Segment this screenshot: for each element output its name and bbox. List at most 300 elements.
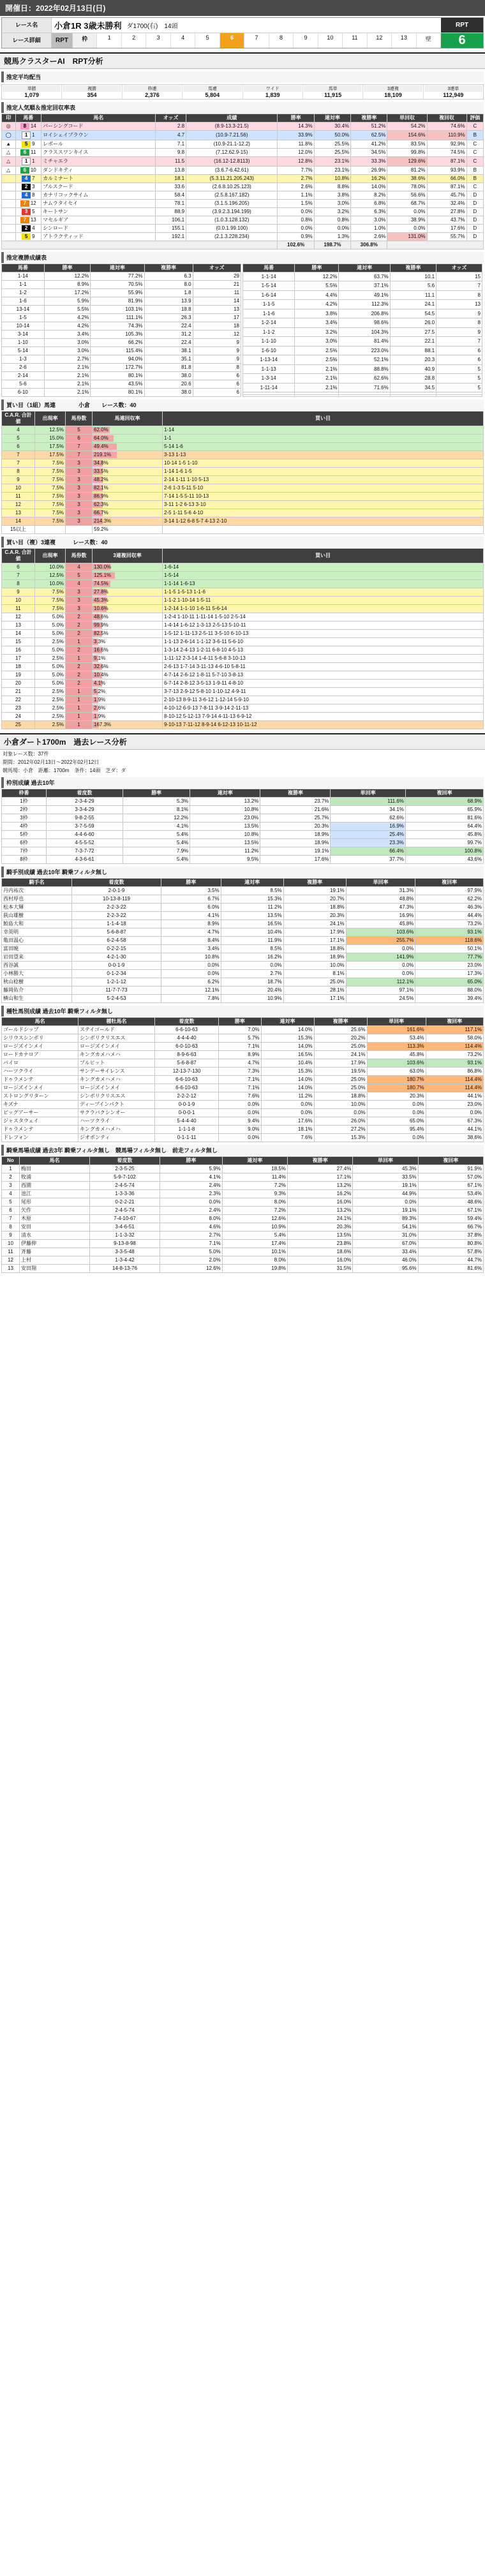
table-row[interactable] xyxy=(2,823,484,831)
frame-color-chip: 6 xyxy=(20,167,29,174)
th-f-fuku: 複勝率 xyxy=(144,264,193,272)
cell-7: 66.7% xyxy=(418,1223,483,1232)
cell-4: 20.3% xyxy=(283,912,346,920)
table-row[interactable] xyxy=(2,476,484,484)
cell-3: 11.2% xyxy=(190,847,260,856)
return-bar xyxy=(93,563,163,572)
table-row[interactable] xyxy=(2,856,484,864)
table-row[interactable] xyxy=(2,588,484,597)
cell-1: 安田 xyxy=(20,1223,90,1232)
strip-cell-5[interactable]: 5 xyxy=(195,33,220,48)
cell-3: 2.0% xyxy=(160,1256,223,1265)
table-row[interactable] xyxy=(243,383,482,392)
table-row[interactable] xyxy=(2,1026,484,1034)
cell-7: 59.4% xyxy=(418,1215,483,1223)
table-row[interactable] xyxy=(2,1215,484,1223)
cell-6: 62.2% xyxy=(415,895,484,904)
cell-1: 2-3-4-29 xyxy=(47,798,123,806)
ai-record: (8.9-13.3-21.5) xyxy=(186,123,278,131)
count: 21 xyxy=(193,281,241,289)
table-row[interactable] xyxy=(2,680,484,688)
table-row[interactable] xyxy=(2,306,241,314)
table-row[interactable] xyxy=(2,1198,484,1207)
table-row[interactable] xyxy=(243,309,482,318)
table-row[interactable] xyxy=(2,1265,484,1273)
fukusho-wrapper xyxy=(1,264,484,397)
table-row[interactable] xyxy=(243,374,482,383)
th-renrate: 連対率 xyxy=(314,114,350,123)
table-row[interactable] xyxy=(2,272,241,281)
odds: 22.4 xyxy=(144,339,193,347)
table-row[interactable] xyxy=(2,157,484,167)
ai-win-rate: 0.0% xyxy=(278,225,314,233)
past-sub1: 対象レース数：37件 xyxy=(3,751,49,757)
table-row[interactable] xyxy=(2,493,484,501)
strip-cell-12[interactable]: 12 xyxy=(368,33,392,48)
return-value: 66.7% xyxy=(94,510,108,516)
table-row[interactable] xyxy=(2,904,484,912)
ai-odds: 4.7 xyxy=(156,131,186,140)
table-row[interactable] xyxy=(2,986,484,995)
table-row[interactable] xyxy=(2,175,484,183)
odds: 40.9 xyxy=(390,364,436,373)
table-row[interactable] xyxy=(2,1084,484,1092)
cell-6: 45.8% xyxy=(367,1051,426,1059)
buy-combos: 10-14 1-5 1-10 xyxy=(163,459,484,468)
return-bar xyxy=(93,435,163,443)
table-row[interactable] xyxy=(2,912,484,920)
ticket-count: 1 xyxy=(66,704,93,713)
car-value: 11 xyxy=(2,605,35,613)
table-row[interactable] xyxy=(2,389,241,397)
th-b-2: 着度数 xyxy=(90,1157,160,1165)
table-row[interactable] xyxy=(2,613,484,622)
th-w-0: 枠番 xyxy=(2,789,47,798)
cell-5: 0.0% xyxy=(346,962,415,970)
strip-cell-14[interactable]: 壁 xyxy=(417,33,441,48)
table-row[interactable] xyxy=(2,806,484,814)
table-row[interactable] xyxy=(2,509,484,517)
cell-7: 23.0% xyxy=(426,1101,483,1109)
return-bar xyxy=(93,630,163,638)
odds: 24.1 xyxy=(390,300,436,309)
table-row[interactable] xyxy=(2,597,484,605)
table-row[interactable] xyxy=(2,355,241,364)
table-row[interactable] xyxy=(2,704,484,713)
table-row[interactable] xyxy=(2,572,484,580)
table-row[interactable] xyxy=(2,1232,484,1240)
table-row[interactable] xyxy=(243,364,482,373)
return-value: 10.4% xyxy=(94,672,108,678)
table-row[interactable] xyxy=(2,671,484,680)
cell-0: キズナ xyxy=(2,1101,78,1109)
ai-fuku-rate: 14.0% xyxy=(351,183,387,191)
cell-4: 14.0% xyxy=(261,1026,314,1034)
ai-odds: 11.5 xyxy=(156,157,186,167)
cell-3: 2.4% xyxy=(160,1207,223,1215)
cell-7: 38.6% xyxy=(426,1134,483,1142)
table-row[interactable] xyxy=(2,1034,484,1043)
buy1-header xyxy=(2,412,484,426)
cell-7: 44.7% xyxy=(418,1256,483,1265)
combo: 10-14 xyxy=(2,322,45,331)
strip-cell-2[interactable]: 2 xyxy=(122,33,146,48)
ai-fuku-return: 74.6% xyxy=(427,123,466,131)
buy-combos: 2-6-13 1-7-14 3-11-13 4-6-10 5-8-11 xyxy=(163,663,484,671)
table-row[interactable] xyxy=(2,655,484,663)
return: 37.1% xyxy=(339,281,390,290)
buy1-title: 買い目（1組）馬連 小倉 レース数：40 xyxy=(1,399,484,410)
ai-horse-name: クラススワンキイス xyxy=(41,149,156,157)
table-row[interactable] xyxy=(2,517,484,526)
ai-horse-number xyxy=(15,208,41,216)
table-row[interactable] xyxy=(2,638,484,646)
th-k-1: 着度数 xyxy=(72,879,161,887)
combo xyxy=(243,394,295,396)
table-row[interactable] xyxy=(2,605,484,613)
table-row[interactable] xyxy=(2,1173,484,1182)
cell-5: 25.0% xyxy=(314,1084,367,1092)
table-row[interactable] xyxy=(2,1092,484,1101)
return-value: 167.3% xyxy=(94,722,112,727)
table-row[interactable] xyxy=(2,1182,484,1190)
ai-odds: 2.8 xyxy=(156,123,186,131)
strip-cell-9[interactable]: 9 xyxy=(294,33,318,48)
car-value: 10 xyxy=(2,484,35,493)
cell-4: 25.7% xyxy=(260,814,331,823)
table-row[interactable] xyxy=(2,426,484,435)
table-row[interactable] xyxy=(2,216,484,225)
odds xyxy=(390,394,436,396)
ai-ren-rate: 23.1% xyxy=(314,157,350,167)
table-row[interactable] xyxy=(243,281,482,290)
table-row[interactable] xyxy=(2,468,484,476)
return: 115.4% xyxy=(91,347,144,355)
table-row[interactable] xyxy=(2,798,484,806)
cell-6: 44.9% xyxy=(353,1190,418,1198)
cell-1: 西園 xyxy=(20,1182,90,1190)
table-row[interactable] xyxy=(2,1256,484,1265)
table-row[interactable] xyxy=(2,526,484,534)
kishu-header xyxy=(2,879,484,887)
payout-key: 馬連 xyxy=(183,86,241,92)
race-name-main xyxy=(52,18,441,33)
table-row[interactable] xyxy=(2,721,484,729)
table-row[interactable] xyxy=(2,1076,484,1084)
car-value: 13 xyxy=(2,509,35,517)
table-row[interactable] xyxy=(2,1126,484,1134)
cell-3: 0.0% xyxy=(160,1198,223,1207)
rate: 17.2% xyxy=(44,289,91,297)
strip-cell-4[interactable]: 4 xyxy=(171,33,195,48)
ai-horse-name: ロイシェイブラウン xyxy=(41,131,156,140)
table-row[interactable] xyxy=(243,318,482,327)
table-row[interactable] xyxy=(243,355,482,364)
cell-2: 12-13-7-130 xyxy=(155,1068,219,1076)
th-record: 成績 xyxy=(186,114,278,123)
table-row[interactable] xyxy=(243,327,482,336)
ai-fuku-return: 110.9% xyxy=(427,131,466,140)
cell-6: 73.2% xyxy=(415,920,484,928)
horse-number: 5 xyxy=(32,209,35,214)
table-row[interactable] xyxy=(2,1134,484,1142)
strip-cell-3[interactable]: 3 xyxy=(146,33,170,48)
table-row[interactable] xyxy=(2,208,484,216)
table-row[interactable] xyxy=(2,281,241,289)
table-row[interactable] xyxy=(2,1165,484,1173)
buy-combos: 1-1-2 1-10-14 1-5-11 xyxy=(163,597,484,605)
cell-2: 4.1% xyxy=(161,912,221,920)
table-row[interactable] xyxy=(2,995,484,1003)
table-row[interactable] xyxy=(2,484,484,493)
table-row[interactable] xyxy=(2,713,484,721)
return-value: 10.6% xyxy=(94,606,108,611)
table-row[interactable] xyxy=(2,962,484,970)
th-mark: 印 xyxy=(2,114,16,123)
strip-cell-11[interactable]: 11 xyxy=(343,33,367,48)
table-row[interactable] xyxy=(2,1051,484,1059)
count: 7 xyxy=(436,281,482,290)
return-bar xyxy=(93,426,163,435)
ai-total-win: 102.6% xyxy=(278,241,314,249)
count: 11 xyxy=(193,289,241,297)
cell-7: 44.1% xyxy=(426,1092,483,1101)
cell-6: 63.0% xyxy=(367,1068,426,1076)
buy-combos: 1-3-14 2-4-13 1-2-11 6-8-10 4-5-13 xyxy=(163,646,484,655)
buy2-header xyxy=(2,549,484,563)
table-row[interactable] xyxy=(2,314,241,322)
table-row[interactable] xyxy=(2,183,484,191)
cell-2: 8.9% xyxy=(161,920,221,928)
table-row[interactable] xyxy=(243,272,482,281)
ai-tan-return: 56.6% xyxy=(387,191,427,200)
table-row[interactable] xyxy=(2,1223,484,1232)
cell-1: 1-2-1-12 xyxy=(72,978,161,986)
cell-5: 18.6% xyxy=(288,1248,353,1256)
table-row[interactable] xyxy=(2,200,484,208)
shubo-title: 種牡馬別成績 過去10年 騎乗フィルタ無し xyxy=(1,1006,484,1016)
cell-0: 4 xyxy=(2,1190,20,1198)
th-b1-car: C.A.R. 合計値 xyxy=(2,412,35,426)
ai-mark: △ xyxy=(2,149,16,157)
fukusho-left-table xyxy=(1,264,241,397)
return-bar xyxy=(93,451,163,459)
th-b2-ret: 3連複回収率 xyxy=(93,549,163,563)
appearance-rate: 12.5% xyxy=(35,572,66,580)
payout-value: 354 xyxy=(87,92,97,98)
cell-2: 12.2% xyxy=(123,814,190,823)
table-row[interactable] xyxy=(2,1240,484,1248)
strip-cell-13[interactable]: 13 xyxy=(392,33,416,48)
rpt-badge: RPT xyxy=(52,33,73,48)
table-row[interactable] xyxy=(2,339,241,347)
table-row[interactable] xyxy=(2,663,484,671)
table-row[interactable] xyxy=(2,131,484,140)
cell-2: 0.0% xyxy=(161,962,221,970)
waku-table xyxy=(1,789,484,864)
cell-6: 99.7% xyxy=(405,839,483,847)
table-row[interactable] xyxy=(2,887,484,895)
table-row[interactable] xyxy=(2,630,484,638)
table-row[interactable] xyxy=(2,372,241,380)
cell-4: 23.7% xyxy=(260,798,331,806)
table-row[interactable] xyxy=(2,1117,484,1126)
cell-7: 93.1% xyxy=(426,1059,483,1068)
return: 88.8% xyxy=(339,364,390,373)
table-row[interactable] xyxy=(2,920,484,928)
table-row[interactable] xyxy=(2,225,484,233)
rate: 2.1% xyxy=(44,389,91,397)
cell-2: 0-0-0-1 xyxy=(155,1109,219,1117)
table-row[interactable] xyxy=(243,290,482,299)
table-row[interactable] xyxy=(2,622,484,630)
ai-win-rate: 12.0% xyxy=(278,149,314,157)
table-row[interactable] xyxy=(2,459,484,468)
ticket-count: 1 xyxy=(66,721,93,729)
buy-combos: 3-7-13 2-9-12 5-8-10 1-10-12 4-9-11 xyxy=(163,688,484,696)
table-row[interactable] xyxy=(2,831,484,839)
cell-5: 19.5% xyxy=(314,1068,367,1076)
table-row[interactable] xyxy=(2,945,484,953)
ai-fuku-rate: 62.5% xyxy=(351,131,387,140)
table-row[interactable] xyxy=(2,140,484,149)
table-row[interactable] xyxy=(2,1068,484,1076)
ai-mark xyxy=(2,175,16,183)
cell-1: 1-1-4-18 xyxy=(72,920,161,928)
ai-fuku-rate: 3.0% xyxy=(351,216,387,225)
table-row[interactable] xyxy=(2,978,484,986)
th-s-4: 連対率 xyxy=(261,1018,314,1026)
cell-0: ロージズインメイ xyxy=(2,1043,78,1051)
table-row[interactable] xyxy=(2,167,484,175)
table-row[interactable] xyxy=(2,847,484,856)
appearance-rate: 2.5% xyxy=(35,688,66,696)
strip-cell-7[interactable]: 7 xyxy=(244,33,269,48)
return-value: 1.9% xyxy=(94,713,106,719)
ticket-count: 4 xyxy=(66,580,93,588)
cell-6: 180.7% xyxy=(367,1084,426,1092)
table-row[interactable] xyxy=(2,1109,484,1117)
table-row[interactable] xyxy=(2,451,484,459)
ai-ren-rate: 0.0% xyxy=(314,225,350,233)
th-r-win: 勝率 xyxy=(295,264,339,272)
table-row[interactable] xyxy=(2,347,241,355)
cell-6: 46.3% xyxy=(415,904,484,912)
table-row[interactable] xyxy=(2,1248,484,1256)
table-row[interactable] xyxy=(2,696,484,704)
table-row[interactable] xyxy=(243,346,482,355)
return-value: 33.5% xyxy=(94,468,108,474)
table-row[interactable] xyxy=(2,688,484,696)
payout-row xyxy=(1,84,484,100)
table-row[interactable] xyxy=(2,1207,484,1215)
table-row[interactable] xyxy=(2,380,241,389)
table-row[interactable] xyxy=(2,1190,484,1198)
table-row[interactable] xyxy=(2,233,484,241)
table-row[interactable] xyxy=(2,1043,484,1051)
table-row[interactable] xyxy=(2,322,241,331)
return-bar xyxy=(93,572,163,580)
post-number-strip[interactable] xyxy=(73,33,441,48)
table-row[interactable] xyxy=(2,814,484,823)
cell-4: 18.8% xyxy=(283,904,346,912)
return-bar xyxy=(93,588,163,597)
ai-fuku-return: 74.5% xyxy=(427,149,466,157)
strip-cell-6[interactable]: 6 xyxy=(220,33,244,48)
table-row[interactable] xyxy=(2,580,484,588)
table-row[interactable] xyxy=(2,953,484,962)
table-row[interactable] xyxy=(2,443,484,451)
table-row[interactable] xyxy=(2,364,241,372)
payout-key: 複勝 xyxy=(63,86,121,92)
table-row[interactable] xyxy=(2,435,484,443)
cell-3: 0.0% xyxy=(219,1101,262,1109)
cell-2: 6-6-10-63 xyxy=(155,1026,219,1034)
table-row[interactable] xyxy=(2,928,484,937)
table-row[interactable] xyxy=(2,331,241,339)
cell-1: 9-8-2-55 xyxy=(47,814,123,823)
table-row[interactable] xyxy=(2,563,484,572)
table-row[interactable] xyxy=(2,937,484,945)
strip-cell-10[interactable]: 10 xyxy=(318,33,343,48)
ai-win-rate: 0.8% xyxy=(278,216,314,225)
cell-5: 45.8% xyxy=(346,920,415,928)
table-row[interactable] xyxy=(243,394,482,396)
payout-cell-umaren xyxy=(183,85,243,99)
cell-5: 112.1% xyxy=(346,978,415,986)
appearance-rate: 5.0% xyxy=(35,622,66,630)
strip-cell-8[interactable]: 8 xyxy=(269,33,294,48)
appearance-rate: 7.5% xyxy=(35,597,66,605)
table-row[interactable] xyxy=(243,337,482,346)
table-row[interactable] xyxy=(2,1101,484,1109)
cell-0: 11 xyxy=(2,1248,20,1256)
table-row[interactable] xyxy=(2,289,241,297)
cell-3: 2.4% xyxy=(160,1182,223,1190)
cell-6: 19.1% xyxy=(353,1182,418,1190)
table-row[interactable] xyxy=(2,839,484,847)
frame-color-chip: 1 xyxy=(22,158,31,165)
table-row[interactable] xyxy=(2,123,484,131)
ai-horse-number xyxy=(15,140,41,149)
table-row[interactable] xyxy=(2,297,241,306)
table-row[interactable] xyxy=(243,300,482,309)
ticket-count: 5 xyxy=(66,572,93,580)
cell-1: 6-2-4-58 xyxy=(72,937,161,945)
cell-7: 57.0% xyxy=(418,1173,483,1182)
strip-cell-1[interactable]: 1 xyxy=(97,33,121,48)
table-row[interactable] xyxy=(2,646,484,655)
cell-5: 37.7% xyxy=(331,856,406,864)
ai-horse-number xyxy=(15,131,41,140)
count: 9 xyxy=(193,339,241,347)
cell-1: 0-2-2-15 xyxy=(72,945,161,953)
cell-3: 7.3% xyxy=(219,1068,262,1076)
cell-5: 23.3% xyxy=(331,839,406,847)
table-row[interactable] xyxy=(2,501,484,509)
cell-5: 25.0% xyxy=(314,1076,367,1084)
table-row[interactable] xyxy=(2,149,484,157)
cell-3: 4.1% xyxy=(160,1173,223,1182)
table-row[interactable] xyxy=(2,895,484,904)
table-row[interactable] xyxy=(2,1059,484,1068)
ai-odds: 78.1 xyxy=(156,200,186,208)
cell-0: 12 xyxy=(2,1256,20,1265)
table-row[interactable] xyxy=(2,970,484,978)
cell-5: 27.4% xyxy=(288,1165,353,1173)
cell-0: ビッグアーサー xyxy=(2,1109,78,1117)
table-row[interactable] xyxy=(2,191,484,200)
